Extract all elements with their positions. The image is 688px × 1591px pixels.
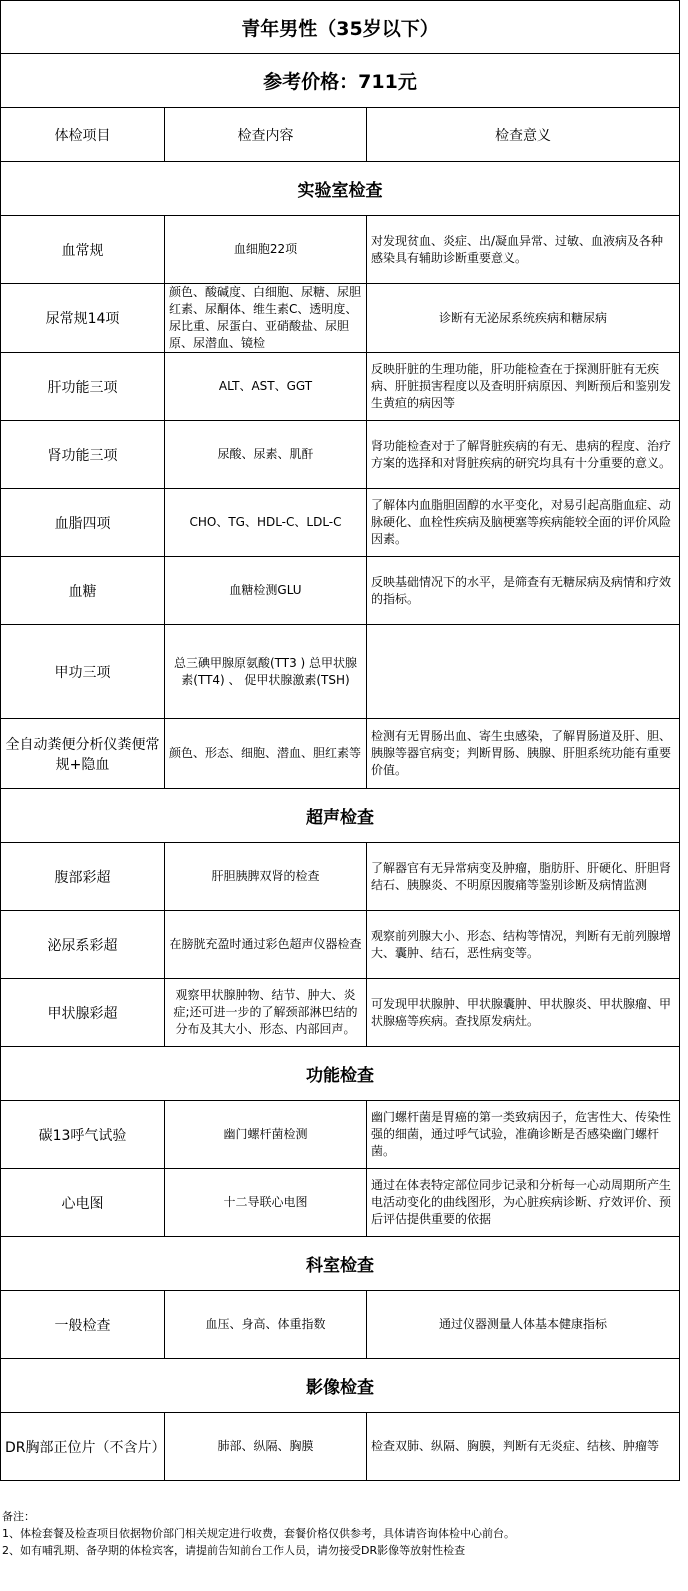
item-meaning: 反映基础情况下的水平，是筛查有无糖尿病及病情和疗效的指标。 [367,557,680,625]
item-name: 肾功能三项 [1,421,165,489]
table-row [1,843,680,911]
section-header-dept [1,1237,680,1291]
item-content: 在膀胱充盈时通过彩色超声仪器检查 [165,911,367,979]
item-name: 血脂四项 [1,489,165,557]
item-content: 血压、身高、体重指数 [165,1291,367,1359]
section-header-function [1,1047,680,1101]
item-meaning: 通过仪器测量人体基本健康指标 [367,1291,680,1359]
table-row [1,1413,680,1481]
item-name: 心电图 [1,1169,165,1237]
item-meaning: 了解器官有无异常病变及肿瘤，脂肪肝、肝硬化、肝胆肾结石、胰腺炎、不明原因腹痛等鉴别诊断及病情监测 [367,843,680,911]
item-content: 观察甲状腺肿物、结节、肿大、炎症;还可进一步的了解颈部淋巴结的分布及其大小、形态、内部回声。 [165,979,367,1047]
item-content: 颜色、形态、细胞、潜血、胆红素等 [165,719,367,789]
item-meaning: 检测有无胃肠出血、寄生虫感染，了解胃肠道及肝、胆、胰腺等器官病变；判断胃肠、胰腺、肝胆系统功能有重要价值。 [367,719,680,789]
item-name: 甲状腺彩超 [1,979,165,1047]
section-title: 科室检查 [1,1237,680,1291]
item-content: 幽门螺杆菌检测 [165,1101,367,1169]
package-title: 青年男性（35岁以下） [1,1,680,54]
title-row [1,1,680,54]
item-meaning: 通过在体表特定部位同步记录和分析每一心动周期所产生电活动变化的曲线图形，为心脏疾病诊断、疗效评价、预后评估提供重要的依据 [367,1169,680,1237]
item-name: 血糖 [1,557,165,625]
table-row [1,1101,680,1169]
item-content: CHO、TG、HDL-C、LDL-C [165,489,367,557]
package-price: 参考价格：711元 [1,54,680,108]
price-row [1,54,680,108]
item-meaning: 对发现贫血、炎症、出/凝血异常、过敏、血液病及各种感染具有辅助诊断重要意义。 [367,216,680,284]
section-title: 影像检查 [1,1359,680,1413]
section-header-imaging [1,1359,680,1413]
section-title: 功能检查 [1,1047,680,1101]
item-content: 十二导联心电图 [165,1169,367,1237]
header-meaning: 检查意义 [367,108,680,162]
table-row [1,421,680,489]
item-content: ALT、AST、GGT [165,353,367,421]
item-content: 肝胆胰脾双肾的检查 [165,843,367,911]
header-item: 体检项目 [1,108,165,162]
section-header-ultrasound [1,789,680,843]
item-name: 全自动粪便分析仪粪便常规+隐血 [1,719,165,789]
header-content: 检查内容 [165,108,367,162]
item-meaning [367,625,680,719]
item-name: 泌尿系彩超 [1,911,165,979]
item-name: DR胸部正位片（不含片） [1,1413,165,1481]
table-row [1,1291,680,1359]
table-row [1,489,680,557]
item-meaning: 幽门螺杆菌是胃癌的第一类致病因子，危害性大、传染性强的细菌，通过呼气试验，准确诊断是否感染幽门螺杆菌。 [367,1101,680,1169]
table-row [1,284,680,353]
column-header-row [1,108,680,162]
table-row [1,1169,680,1237]
item-meaning: 了解体内血脂胆固醇的水平变化，对易引起高脂血症、动脉硬化、血栓性疾病及脑梗塞等疾病能较全面的评价风险因素。 [367,489,680,557]
note-line: 2、如有哺乳期、备孕期的体检宾客，请提前告知前台工作人员，请勿接受DR影像等放射性检查 [2,1544,466,1557]
item-meaning: 可发现甲状腺肿、甲状腺囊肿、甲状腺炎、甲状腺瘤、甲状腺癌等疾病。查找原发病灶。 [367,979,680,1047]
item-meaning: 反映肝脏的生理功能，肝功能检查在于探测肝脏有无疾病、肝脏损害程度以及查明肝病原因、判断预后和鉴别发生黄疸的病因等 [367,353,680,421]
item-name: 甲功三项 [1,625,165,719]
item-name: 肝功能三项 [1,353,165,421]
item-content: 颜色、酸碱度、白细胞、尿糖、尿胆红素、尿酮体、维生素C、透明度、尿比重、尿蛋白、亚硝酸盐、尿胆原、尿潜血、镜检 [165,284,367,353]
note-line: 1、体检套餐及检查项目依据物价部门相关规定进行收费，套餐价格仅供参考，具体请咨询体检中心前台。 [2,1527,515,1540]
item-name: 一般检查 [1,1291,165,1359]
notes-label: 备注： [2,1510,35,1523]
section-title: 实验室检查 [1,162,680,216]
item-name: 尿常规14项 [1,284,165,353]
item-name: 腹部彩超 [1,843,165,911]
table-row [1,719,680,789]
table-row [1,911,680,979]
item-name: 血常规 [1,216,165,284]
item-name: 碳13呼气试验 [1,1101,165,1169]
item-content: 肺部、纵隔、胸膜 [165,1413,367,1481]
item-meaning: 检查双肺、纵隔、胸膜，判断有无炎症、结核、肿瘤等 [367,1413,680,1481]
item-content: 血细胞22项 [165,216,367,284]
section-title: 超声检查 [1,789,680,843]
item-content: 总三碘甲腺原氨酸(TT3 ) 总甲状腺素(TT4) 、 促甲状腺激素(TSH) [165,625,367,719]
notes [2,1508,686,1559]
item-meaning: 观察前列腺大小、形态、结构等情况，判断有无前列腺增大、囊肿、结石，恶性病变等。 [367,911,680,979]
table-row [1,353,680,421]
item-content: 血糖检测GLU [165,557,367,625]
item-meaning: 诊断有无泌尿系统疾病和糖尿病 [367,284,680,353]
section-header-lab [1,162,680,216]
table-row [1,625,680,719]
table-row [1,979,680,1047]
item-meaning: 肾功能检查对于了解肾脏疾病的有无、患病的程度、治疗方案的选择和对肾脏疾病的研究均具有十分重要的意义。 [367,421,680,489]
table-row [1,216,680,284]
table-row [1,557,680,625]
item-content: 尿酸、尿素、肌酐 [165,421,367,489]
